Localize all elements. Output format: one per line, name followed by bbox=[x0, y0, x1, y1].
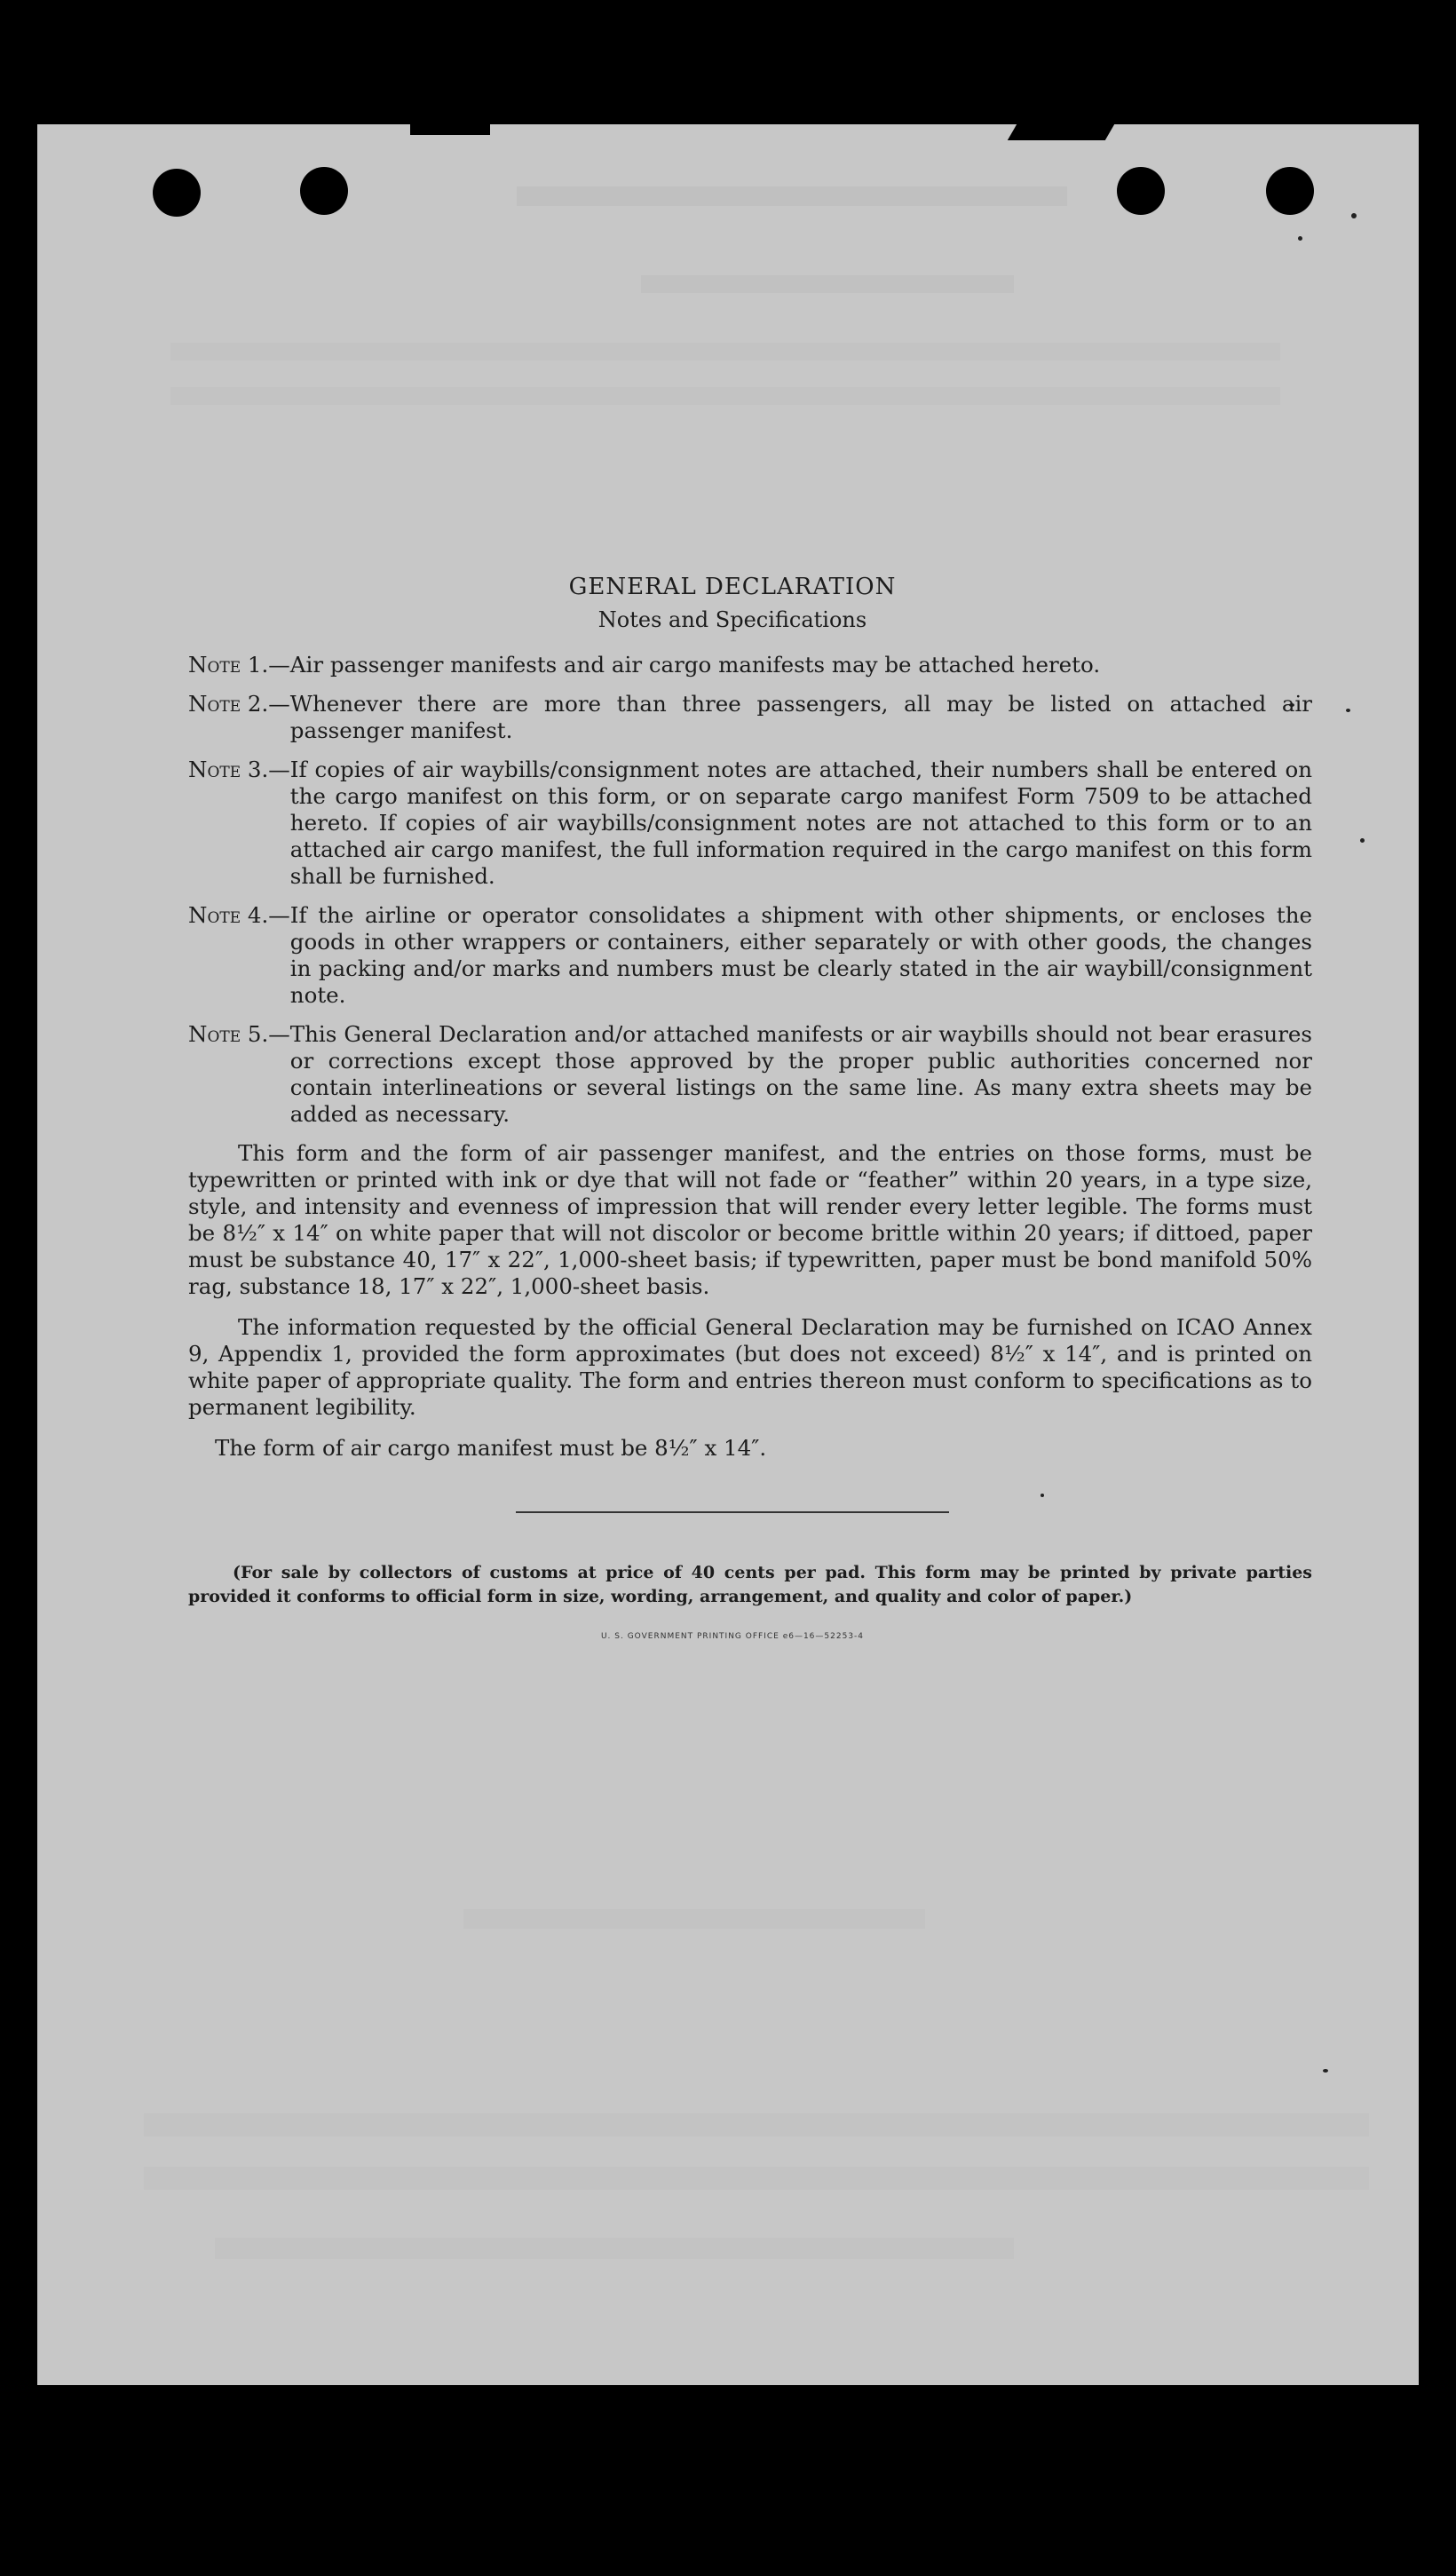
punch-hole bbox=[153, 169, 201, 217]
note-text: Whenever there are more than three passengers, all may be listed on attached air passenger manifest. bbox=[289, 691, 1312, 743]
paper-tear bbox=[410, 124, 490, 135]
note-text: If the airline or operator consolidates a shipment with other shipments, or encloses the goods in other wrappers or containers, either separately or with other goods, the changes in packing and/or marks and numbers must be clearly stated in the air waybill/consignment note. bbox=[289, 902, 1312, 1008]
note-word: Note bbox=[188, 757, 241, 782]
bleed-through-shadow bbox=[463, 1909, 925, 1929]
ink-speck bbox=[1346, 709, 1350, 712]
note-label bbox=[188, 757, 290, 890]
note-number: 3.— bbox=[241, 757, 290, 782]
sale-notice: (For sale by collectors of customs at price of 40 cents per pad. This form may be printed by private parties provided it conforms to official form in size, wording, arrangement, and quality and color of paper.) bbox=[188, 1563, 1312, 1606]
note-text: This General Declaration and/or attached manifests or air waybills should not bear erasures or corrections except those approved by the proper public authorities concerned nor contain interlineations or several listings on the same line. As many extra sheets may be added as necessary. bbox=[289, 1021, 1312, 1127]
bleed-through-shadow bbox=[170, 343, 1280, 361]
bleed-through-shadow bbox=[144, 2167, 1369, 2190]
page-subtitle: Notes and Specifications bbox=[597, 607, 867, 632]
note-number: 1.— bbox=[241, 652, 290, 678]
note-word: Note bbox=[188, 902, 241, 928]
ink-speck bbox=[1360, 838, 1365, 843]
note-number: 4.— bbox=[241, 902, 290, 928]
cargo-manifest-size-line: The form of air cargo manifest must be 8½″ x 14″. bbox=[215, 1435, 767, 1461]
divider-rule bbox=[516, 1511, 949, 1513]
note-label bbox=[188, 652, 290, 678]
note-item bbox=[188, 691, 1312, 744]
note-text: If copies of air waybills/consignment notes are attached, their numbers shall be entered on the cargo manifest on this form, or on separate cargo manifest Form 7509 to be attached hereto. If copies of air waybills/consignment notes are not attached to this form or to an attached air cargo manifest, the full information required in the cargo manifest on this form shall be furnished. bbox=[289, 757, 1312, 889]
icao-paragraph: The information requested by the official General Declaration may be furnished on ICAO Annex 9, Appendix 1, provided the form approximates (but does not exceed) 8½″ x 14″, and is printed on white paper of appropriate quality. The form and entries thereon must conform to specifications as to permanent legibility. bbox=[188, 1314, 1312, 1420]
note-number: 2.— bbox=[241, 691, 290, 717]
bleed-through-shadow bbox=[517, 186, 1067, 206]
note-text: Air passenger manifests and air cargo manifests may be attached hereto. bbox=[289, 652, 1101, 678]
note-number: 5.— bbox=[241, 1021, 290, 1047]
bleed-through-shadow bbox=[144, 2113, 1369, 2136]
bleed-through-shadow bbox=[170, 387, 1280, 405]
note-item bbox=[188, 757, 1312, 890]
punch-hole bbox=[300, 167, 348, 215]
note-word: Note bbox=[188, 1021, 241, 1047]
note-word: Note bbox=[188, 691, 241, 717]
note-item bbox=[188, 902, 1312, 1009]
note-word: Note bbox=[188, 652, 241, 678]
bleed-through-shadow bbox=[641, 275, 1014, 293]
bleed-through-shadow bbox=[215, 2238, 1014, 2259]
page-title: GENERAL DECLARATION bbox=[568, 574, 897, 600]
note-label bbox=[188, 902, 290, 1009]
punch-hole bbox=[1117, 167, 1165, 215]
ink-speck bbox=[1351, 213, 1357, 218]
printer-imprint: U. S. GOVERNMENT PRINTING OFFICE e6—16—52253-4 bbox=[600, 1632, 865, 1641]
punch-hole bbox=[1266, 167, 1314, 215]
specification-paragraph: This form and the form of air passenger manifest, and the entries on those forms, must be typewritten or printed with ink or dye that will not fade or “feather” within 20 years, in a type size, style, and intensity and evenness of impression that will render every letter legible. The forms must be 8½″ x 14″ on white paper that will not discolor or become brittle within 20 years; if dittoed, paper must be substance 40, 17″ x 22″, 1,000-sheet basis; if typewritten, paper must be bond manifold 50% rag, substance 18, 17″ x 22″, 1,000-sheet basis. bbox=[188, 1140, 1312, 1299]
ink-speck bbox=[1323, 2069, 1328, 2073]
declaration-body bbox=[188, 570, 1312, 1641]
paper-tear bbox=[1008, 124, 1114, 140]
ink-speck bbox=[1298, 236, 1302, 241]
document-page bbox=[37, 124, 1419, 2385]
note-item bbox=[188, 1021, 1312, 1128]
note-item bbox=[188, 652, 1312, 678]
note-label bbox=[188, 691, 290, 744]
note-label bbox=[188, 1021, 290, 1128]
